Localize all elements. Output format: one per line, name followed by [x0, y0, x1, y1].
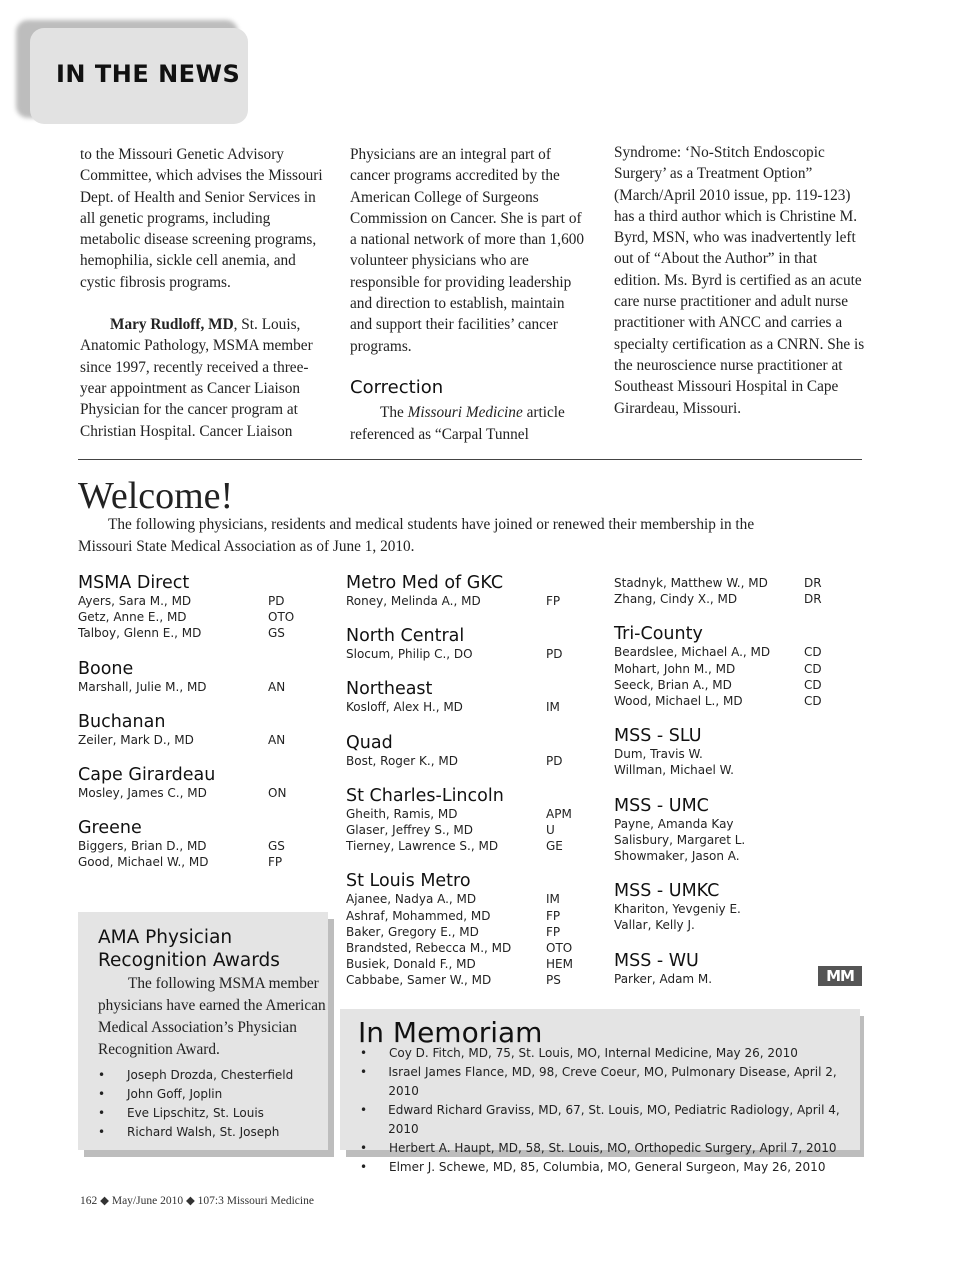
- member-specialty: PD: [546, 647, 563, 662]
- member-row: [78, 625, 308, 641]
- paragraph-text: article referenced as “Carpal Tunnel: [350, 404, 565, 443]
- member-specialty: [804, 762, 844, 778]
- member-row: [346, 593, 586, 609]
- member-specialty: GE: [546, 839, 563, 854]
- memoriam-item: [360, 1063, 860, 1101]
- member-group: [346, 679, 586, 715]
- bullet-icon: •: [98, 1068, 106, 1082]
- member-group: [346, 573, 586, 609]
- article-paragraph: [350, 402, 585, 445]
- journal-name: Missouri Medicine: [407, 404, 523, 422]
- ama-box-text-body: The following MSMA member physicians have earned the American Medical Association’s Physician Recognition Award.: [98, 975, 326, 1058]
- member-name: Kosloff, Alex H., MD: [346, 700, 463, 715]
- ama-award-item: [98, 1123, 293, 1142]
- member-specialty: GS: [268, 626, 285, 641]
- article-paragraph: Syndrome: ‘No-Stitch Endoscopic Surgery’ as a Treatment Option” (March/April 2010 issue, pp. 119-123) has a third author which is Christine M. Byrd, MSN, who was inadvertently left out of “About the Author” in that edition. Ms. Byrd is certified as an acute care nurse practitioner and adult nurse practitioner with ANCC and carries a specialty certification as a CNRN. She is the neuroscience nurse practitioner at Southeast Missouri Hospital in Cape Girardeau, Missouri.: [614, 144, 865, 417]
- member-name: Ashraf, Mohammed, MD: [346, 908, 491, 923]
- member-name: Slocum, Philip C., DO: [346, 647, 473, 662]
- member-specialty: IM: [546, 700, 560, 715]
- member-group-heading: Tri-County: [614, 624, 703, 645]
- member-specialty: U: [546, 823, 555, 838]
- member-specialty: ON: [268, 786, 287, 801]
- member-group: [78, 573, 308, 642]
- member-row: [346, 908, 586, 924]
- memoriam-item: [360, 1158, 860, 1177]
- bullet-icon: •: [98, 1125, 106, 1139]
- members-column-2: [346, 573, 586, 1006]
- member-group: [614, 726, 844, 778]
- member-specialty: OTO: [268, 610, 295, 625]
- member-row: [614, 832, 844, 848]
- member-row: [78, 785, 308, 801]
- memoriam-item-text: Elmer J. Schewe, MD, 85, Columbia, MO, General Surgeon, May 26, 2010: [389, 1160, 826, 1174]
- member-specialty: [804, 832, 844, 848]
- paragraph-text: The: [380, 404, 408, 422]
- member-row: [614, 575, 844, 591]
- ama-box-title: AMA Physician Recognition Awards: [98, 927, 280, 971]
- member-row: [78, 854, 308, 870]
- member-specialty: CD: [804, 677, 822, 692]
- bullet-icon: •: [360, 1046, 368, 1060]
- member-specialty: FP: [546, 924, 561, 939]
- member-group-heading: MSS - UMKC: [614, 881, 720, 902]
- member-group: [614, 951, 844, 987]
- member-name: Biggers, Brian D., MD: [78, 839, 207, 854]
- member-specialty: OTO: [546, 941, 573, 956]
- article-column-2: [350, 144, 585, 445]
- member-specialty: PD: [546, 753, 563, 768]
- member-row: [346, 924, 586, 940]
- member-row: [346, 753, 586, 769]
- member-group-heading: Greene: [78, 818, 142, 839]
- member-row: [614, 762, 844, 778]
- memoriam-item: [360, 1139, 860, 1158]
- ama-award-item-text: Richard Walsh, St. Joseph: [127, 1125, 280, 1139]
- member-name: Bost, Roger K., MD: [346, 753, 458, 768]
- memoriam-list: [360, 1044, 860, 1177]
- member-specialty: [804, 816, 844, 832]
- memoriam-item-text: Israel James Flance, MD, 98, Creve Coeur, MO, Pulmonary Disease, April 2, 2010: [388, 1065, 837, 1098]
- member-specialty: FP: [546, 908, 561, 923]
- member-row: [614, 816, 844, 832]
- member-name: Zeiler, Mark D., MD: [78, 732, 194, 747]
- member-name: Brandsted, Rebecca M., MD: [346, 941, 512, 956]
- member-row: [78, 838, 308, 854]
- member-name: Marshall, Julie M., MD: [78, 679, 207, 694]
- member-row: [346, 822, 586, 838]
- member-specialty: CD: [804, 645, 822, 660]
- member-name: Stadnyk, Matthew W., MD: [614, 576, 768, 590]
- article-paragraph: Physicians are an integral part of cancer programs accredited by the American College of Surgeons Commission on Cancer. She is part of a national network of more than 1,600 volunteer physicians who are responsible for providing leadership and direction to establish, maintain and support their facilities’ cancer programs.: [350, 146, 585, 355]
- member-specialty: AN: [268, 732, 286, 747]
- ama-award-item: [98, 1104, 293, 1123]
- member-group: [78, 818, 308, 870]
- member-name: Seeck, Brian A., MD: [614, 677, 732, 692]
- member-name: Payne, Amanda Kay: [614, 816, 734, 831]
- member-row: [614, 677, 844, 693]
- member-name: Salisbury, Margaret L.: [614, 832, 746, 847]
- member-group-heading: Quad: [346, 732, 393, 753]
- member-specialty: APM: [546, 806, 572, 821]
- members-column-3: [614, 575, 844, 1004]
- welcome-intro-text: The following physicians, residents and medical students have joined or renewed their membership in the Missouri State Medical Association as of June 1, 2010.: [78, 516, 755, 555]
- member-name: Roney, Melinda A., MD: [346, 594, 481, 608]
- memoriam-item: [360, 1101, 860, 1139]
- member-row: [614, 591, 844, 607]
- member-name: Good, Michael W., MD: [78, 855, 209, 870]
- member-row: [614, 971, 844, 987]
- memoriam-item: [360, 1044, 860, 1063]
- member-row: [346, 646, 586, 662]
- ama-award-list: [98, 1066, 293, 1142]
- member-group: [346, 733, 586, 769]
- page-footer: 162 ◆ May/June 2010 ◆ 107:3 Missouri Medicine: [80, 1195, 314, 1207]
- welcome-intro: [78, 514, 798, 558]
- member-group-heading: MSMA Direct: [78, 573, 190, 593]
- member-specialty: CD: [804, 694, 822, 709]
- member-group: [614, 624, 844, 709]
- bullet-icon: •: [98, 1087, 106, 1101]
- member-name: Baker, Gregory E., MD: [346, 924, 479, 939]
- member-group: [78, 712, 308, 748]
- member-group: [614, 881, 844, 933]
- bullet-icon: •: [360, 1065, 368, 1079]
- ama-award-item: [98, 1085, 293, 1104]
- member-row: [346, 972, 586, 988]
- member-group-heading: St Louis Metro: [346, 871, 471, 892]
- bullet-icon: •: [360, 1160, 368, 1174]
- member-row: [614, 848, 844, 864]
- memoriam-item-text: Coy D. Fitch, MD, 75, St. Louis, MO, Internal Medicine, May 26, 2010: [389, 1046, 798, 1060]
- ama-award-item-text: Eve Lipschitz, St. Louis: [127, 1106, 264, 1120]
- member-specialty: CD: [804, 661, 822, 676]
- member-group-heading: Boone: [78, 658, 134, 679]
- member-group-heading: MSS - UMC: [614, 795, 709, 816]
- member-specialty: [804, 848, 844, 864]
- section-label: IN THE NEWS: [56, 60, 241, 88]
- member-group-heading: Buchanan: [78, 711, 166, 732]
- memoriam-box: [340, 1009, 860, 1174]
- welcome-title: Welcome!: [78, 475, 234, 517]
- member-row: [346, 940, 586, 956]
- member-group: [78, 765, 308, 801]
- magazine-logo: MM: [818, 966, 862, 986]
- member-group: [346, 871, 586, 988]
- memoriam-title: In Memoriam: [358, 1016, 543, 1049]
- member-specialty: DR: [804, 592, 822, 607]
- member-specialty: GS: [268, 839, 285, 854]
- member-group-heading: North Central: [346, 626, 465, 647]
- member-specialty: IM: [546, 892, 560, 907]
- member-name: Mohart, John M., MD: [614, 661, 736, 676]
- ama-awards-box: [78, 912, 328, 1150]
- member-group: [614, 796, 844, 865]
- correction-heading: Correction: [350, 376, 444, 398]
- members-column-1: [78, 573, 308, 888]
- member-group-heading: MSS - WU: [614, 950, 699, 971]
- member-group-heading: Metro Med of GKC: [346, 573, 504, 593]
- member-name: Ajanee, Nadya A., MD: [346, 892, 477, 907]
- member-name: Wood, Michael L., MD: [614, 694, 743, 709]
- person-name: Mary Rudloff, MD: [110, 316, 234, 334]
- member-group: [78, 659, 308, 695]
- ama-award-item: [98, 1066, 293, 1085]
- article-column-3: [614, 142, 866, 419]
- member-group-heading: MSS - SLU: [614, 726, 702, 747]
- member-name: Cabbabe, Samer W., MD: [346, 973, 492, 988]
- paragraph-text: , St. Louis, Anatomic Pathology, MSMA member since 1997, recently received a three-year appointment as Cancer Liaison Physician for the cancer program at Christian Hospital. Cancer Liaison: [80, 316, 313, 440]
- member-specialty: PS: [546, 973, 561, 988]
- member-name: Beardslee, Michael A., MD: [614, 645, 771, 660]
- article-paragraph: to the Missouri Genetic Advisory Committee, which advises the Missouri Dept. of Health and Senior Services in all genetic programs, including metabolic disease screening programs, hemophilia, sickle cell anemia, and cystic fibrosis programs.: [80, 146, 323, 291]
- member-name: Gheith, Ramis, MD: [346, 806, 458, 821]
- section-tab: [30, 28, 248, 124]
- article-paragraph: [80, 314, 330, 442]
- member-row: [614, 917, 844, 933]
- member-name: Tierney, Lawrence S., MD: [346, 839, 499, 854]
- member-row: [346, 699, 586, 715]
- member-row: [78, 679, 308, 695]
- member-specialty: [804, 901, 844, 917]
- member-specialty: DR: [804, 576, 822, 590]
- member-group-heading: Northeast: [346, 679, 433, 700]
- ama-box-text: [98, 973, 326, 1061]
- member-row: [346, 806, 586, 822]
- member-specialty: HEM: [546, 957, 573, 972]
- section-divider: [78, 459, 862, 460]
- member-name: Ayers, Sara M., MD: [78, 594, 192, 608]
- member-group: [614, 575, 844, 607]
- bullet-icon: •: [98, 1106, 106, 1120]
- member-row: [78, 732, 308, 748]
- memoriam-item-text: Edward Richard Graviss, MD, 67, St. Louis, MO, Pediatric Radiology, April 4, 2010: [388, 1103, 840, 1136]
- member-name: Dum, Travis W.: [614, 747, 703, 762]
- member-specialty: [804, 917, 844, 933]
- article-column-1: [80, 144, 330, 442]
- ama-award-item-text: Joseph Drozda, Chesterfield: [127, 1068, 294, 1082]
- bullet-icon: •: [360, 1103, 368, 1117]
- member-name: Busiek, Donald F., MD: [346, 957, 476, 972]
- bullet-icon: •: [360, 1141, 368, 1155]
- member-row: [614, 661, 844, 677]
- member-name: Willman, Michael W.: [614, 763, 734, 778]
- member-row: [78, 593, 308, 609]
- member-group-heading: Cape Girardeau: [78, 765, 216, 786]
- member-row: [614, 693, 844, 709]
- member-name: Talboy, Glenn E., MD: [78, 626, 202, 641]
- member-group: [346, 626, 586, 662]
- member-name: Getz, Anne E., MD: [78, 610, 187, 625]
- member-name: Parker, Adam M.: [614, 971, 713, 986]
- member-group: [346, 786, 586, 855]
- member-specialty: PD: [268, 594, 285, 608]
- member-specialty: [804, 746, 844, 762]
- memoriam-item-text: Herbert A. Haupt, MD, 58, St. Louis, MO, Orthopedic Surgery, April 7, 2010: [389, 1141, 837, 1155]
- member-row: [346, 891, 586, 907]
- member-name: Zhang, Cindy X., MD: [614, 592, 738, 607]
- member-row: [346, 838, 586, 854]
- member-row: [614, 746, 844, 762]
- ama-award-item-text: John Goff, Joplin: [127, 1087, 223, 1101]
- member-row: [614, 901, 844, 917]
- member-row: [614, 644, 844, 660]
- member-specialty: AN: [268, 679, 286, 694]
- member-name: Vallar, Kelly J.: [614, 918, 695, 933]
- member-name: Showmaker, Jason A.: [614, 849, 740, 864]
- member-row: [346, 956, 586, 972]
- member-specialty: FP: [546, 594, 561, 608]
- member-specialty: FP: [268, 855, 283, 870]
- member-row: [78, 609, 308, 625]
- member-name: Glaser, Jeffrey S., MD: [346, 823, 473, 838]
- member-name: Mosley, James C., MD: [78, 786, 207, 801]
- member-name: Khariton, Yevgeniy E.: [614, 902, 741, 917]
- member-group-heading: St Charles-Lincoln: [346, 785, 504, 806]
